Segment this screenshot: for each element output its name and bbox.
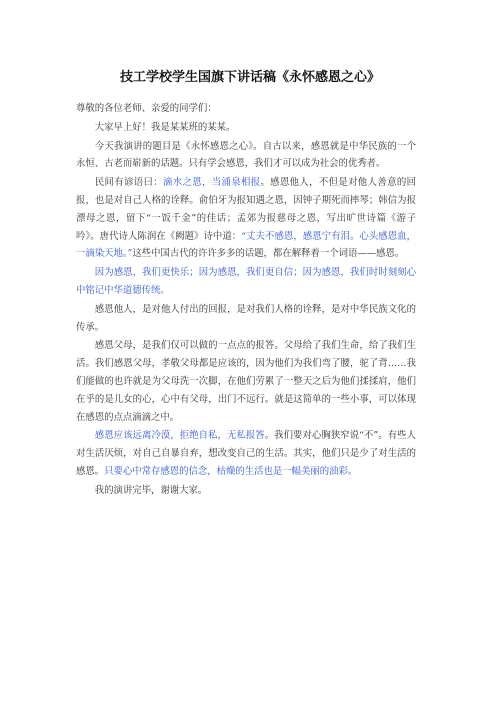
p6-highlight-2: 只要心中常存感恩的信念，枯燥的生活也是一幅美丽的油彩。 xyxy=(104,465,358,477)
paragraph-4: 感恩他人，是对他人付出的回报，是对我们人格的诠释，是对中华民族文化的传承。 xyxy=(76,303,416,333)
p2-text-1: 民间有谚语曰： xyxy=(94,177,163,189)
p2-text-2: 。感恩他人，不但是对他人善意的回报，也是对自己人格的诠释。俞伯牙为报知遇之恩，因钟子期死而摔琴；韩信为报漂母之恩，留下“一饭千金”的佳话；孟郊为报慈母之恩，写出旷世诗篇《游子吟》。唐代诗人陈润在《阙题》诗中道： xyxy=(76,177,416,242)
opening-line: 大家早上好！我是某某班的某某。 xyxy=(94,121,236,133)
closing-line: 我的演讲完毕，谢谢大家。 xyxy=(94,484,208,496)
document-title: 技工学校学生国旗下讲话稿《永怀感恩之心》 xyxy=(119,70,380,85)
p6-text-1: 。我们要对心胸狭窄说“不”。有些人对生活厌烦，对自己自暴自弃，想改变自己的生活。其实，他们只是少了对生活的感恩。 xyxy=(76,430,416,477)
paragraph-2 xyxy=(76,174,416,263)
p2-text-3: 这些中国古代的许许多多的话题，都在解释着一个词语——感恩。 xyxy=(132,248,405,260)
greeting: 尊敬的各位老师、亲爱的同学们： xyxy=(76,103,217,114)
p2-highlight-2: “丈夫不感恩，感恩宁有泪。心头感恩血，一滴染天地。” xyxy=(76,230,417,260)
paragraph-5: 感恩父母，是我们仅可以做的一点点的报答。父母给了我们生命，给了我们生活。我们感恩父母，孝敬父母都是应该的，因为他们为我们弯了腰，驼了背……我们能做的也许就是为父母洗一次脚，在他们劳累了一整天之后为他们揉揉肩，他们在乎的是儿女的心，心中有父母，出门不远行。就是这简单的一些小事，可以体现在感恩的点点滴滴之中。 xyxy=(76,340,416,423)
paragraph-1: 今天我演讲的题目是《永怀感恩之心》。自古以来，感恩就是中华民族的一个永恒、古老而崭新的话题。只有学会感恩，我们才可以成为社会的优秀者。 xyxy=(76,140,416,170)
paragraph-3: 因为感恩，我们更快乐；因为感恩，我们更自信；因为感恩，我们时时刻刻心中铭记中华道德传统。 xyxy=(76,267,416,296)
paragraph-6 xyxy=(76,427,416,480)
p6-highlight-1: 感恩应该远离冷漠，拒绝自私，无私报答 xyxy=(94,430,265,442)
p2-highlight-1: 滴水之恩，当涌泉相报 xyxy=(163,177,261,189)
document-body xyxy=(76,100,416,501)
